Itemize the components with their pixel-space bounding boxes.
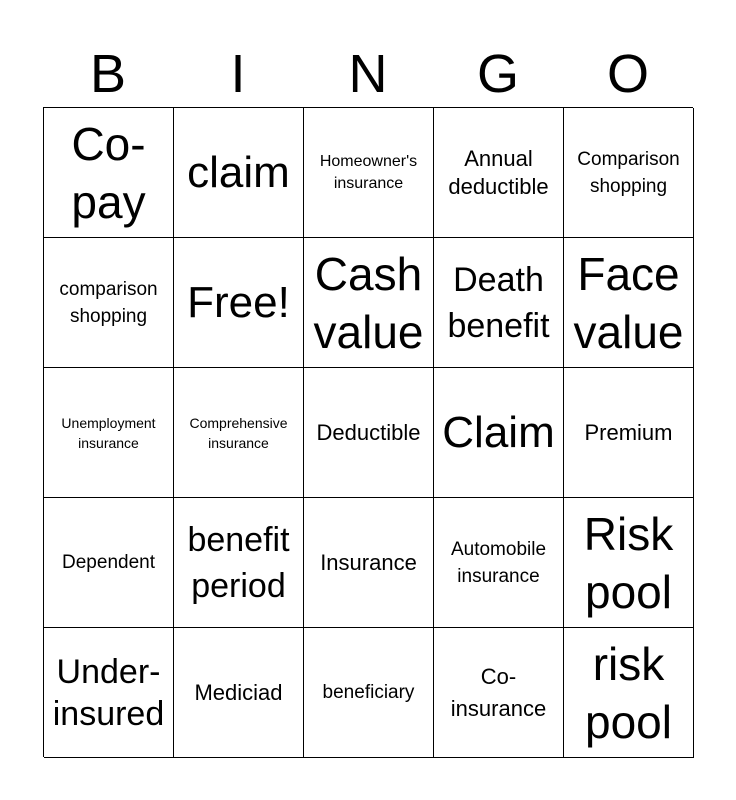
cell-label: Face value <box>573 247 684 358</box>
cell-label: Mediciad <box>194 679 283 705</box>
bingo-board <box>43 107 693 757</box>
cell-label: Insurance <box>320 549 417 575</box>
bingo-cell[interactable] <box>304 368 434 498</box>
free-space: Free! <box>187 277 290 327</box>
cell-label: Homeowner's insurance <box>319 152 418 192</box>
bingo-cell[interactable] <box>174 108 304 238</box>
bingo-cell[interactable] <box>434 108 564 238</box>
cell-label: Unemployment insurance <box>61 414 156 451</box>
cell-label: Death benefit <box>447 260 550 345</box>
bingo-cell[interactable] <box>44 628 174 758</box>
bingo-cell[interactable] <box>434 368 564 498</box>
cell-label: Risk pool <box>583 507 674 618</box>
cell-label: beneficiary <box>322 682 415 703</box>
header-letter-n: N <box>348 44 388 104</box>
bingo-cell[interactable] <box>44 368 174 498</box>
bingo-cell[interactable] <box>564 498 694 628</box>
cell-label: Deductible <box>316 419 421 445</box>
bingo-cell[interactable] <box>434 628 564 758</box>
bingo-cell[interactable] <box>304 498 434 628</box>
cell-label: risk pool <box>585 637 672 748</box>
bingo-header <box>43 42 693 106</box>
bingo-cell[interactable] <box>564 238 694 368</box>
cell-label: Annual deductible <box>448 145 549 199</box>
header-letter-b: B <box>89 44 127 104</box>
bingo-cell[interactable] <box>564 108 694 238</box>
cell-label: Automobile insurance <box>450 538 547 587</box>
cell-label: comparison shopping <box>59 278 158 327</box>
cell-label: Comprehensive insurance <box>189 414 288 451</box>
bingo-cell[interactable] <box>564 368 694 498</box>
bingo-cell[interactable] <box>304 628 434 758</box>
cell-label: benefit period <box>187 520 290 605</box>
bingo-cell[interactable] <box>174 628 304 758</box>
cell-label: Cash value <box>313 247 424 358</box>
cell-label: Co-pay <box>71 117 146 228</box>
cell-label: Comparison shopping <box>577 148 680 197</box>
bingo-cell[interactable] <box>44 108 174 238</box>
cell-label: Co-insurance <box>450 663 547 721</box>
bingo-cell[interactable] <box>44 238 174 368</box>
cell-label: claim <box>187 147 290 197</box>
bingo-cell[interactable] <box>564 628 694 758</box>
header-letter-o: O <box>606 44 649 104</box>
bingo-cell[interactable] <box>174 498 304 628</box>
bingo-cell[interactable] <box>304 108 434 238</box>
bingo-cell[interactable] <box>174 368 304 498</box>
cell-label: Dependent <box>62 552 155 573</box>
header-letter-g: G <box>476 44 519 104</box>
bingo-cell[interactable] <box>44 498 174 628</box>
cell-label: Claim <box>442 407 555 457</box>
bingo-cell[interactable] <box>434 238 564 368</box>
cell-label: Under-insured <box>52 652 165 733</box>
bingo-cell[interactable] <box>304 238 434 368</box>
cell-label: Premium <box>584 419 673 445</box>
header-letter-i: I <box>230 44 246 104</box>
bingo-cell[interactable] <box>434 498 564 628</box>
bingo-cell[interactable] <box>174 238 304 368</box>
